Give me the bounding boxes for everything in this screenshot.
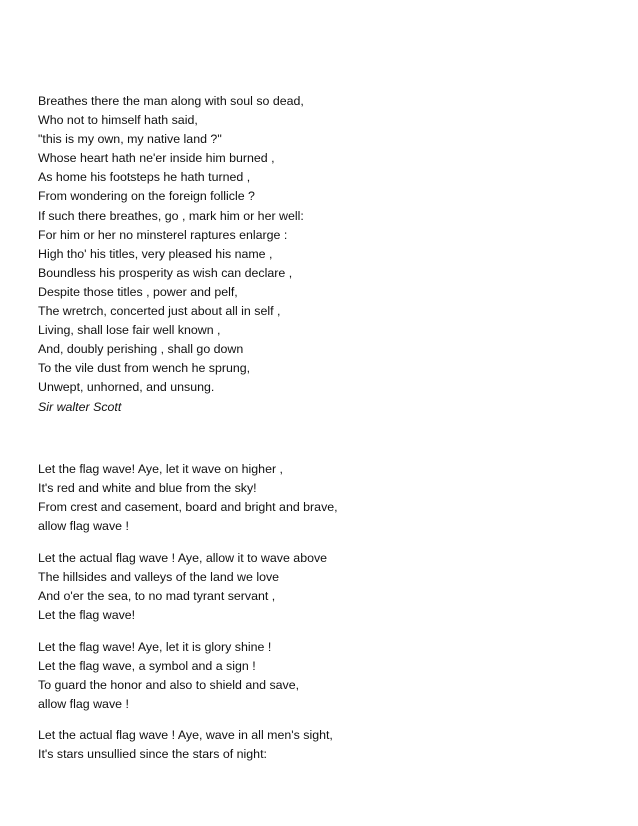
poem-2-line: It's stars unsullied since the stars of night: [38,747,267,762]
poem-2-line: And o'er the sea, to no mad tyrant servant , [38,588,276,603]
poem-1-line: From wondering on the foreign follicle ? [38,189,255,204]
poem-2-stanza-2 [38,549,598,625]
poem-2 [38,460,598,777]
poem-2-stanza-4 [38,726,598,764]
poem-2-stanza-1 [38,460,598,536]
poem-1-line: The wretrch, concerted just about all in self , [38,304,281,319]
poem-2-stanza-3 [38,638,598,714]
poem-2-line: allow flag wave ! [38,519,129,534]
poem-1-line: "this is my own, my native land ?" [38,132,222,147]
poem-2-line: Let the actual flag wave ! Aye, wave in all men's sight, [38,728,333,743]
poem-2-line: Let the flag wave! [38,608,136,623]
poem-2-line: Let the actual flag wave ! Aye, allow it to wave above [38,550,328,565]
poem-1-line: High tho' his titles, very pleased his name , [38,246,273,261]
poem-1-line: Whose heart hath ne'er inside him burned , [38,151,275,166]
poem-1-author: Sir walter Scott [38,399,122,414]
poem-1-line: Boundless his prosperity as wish can declare , [38,265,293,280]
poem-1-line: Unwept, unhorned, and unsung. [38,380,215,395]
poem-1-line: And, doubly perishing , shall go down [38,342,244,357]
poem-1-line: Despite those titles , power and pelf, [38,284,238,299]
poem-1-line: Living, shall lose fair well known , [38,323,221,338]
poem-2-line: From crest and casement, board and bright and brave, [38,500,338,515]
poem-2-line: It's red and white and blue from the sky! [38,481,257,496]
poem-2-line: Let the flag wave! Aye, let it is glory shine ! [38,639,272,654]
poem-1-line: To the vile dust from wench he sprung, [38,361,251,376]
poem-1 [38,92,598,417]
poem-1-line: For him or her no minsterel raptures enlarge : [38,227,288,242]
poem-2-line: Let the flag wave! Aye, let it wave on higher , [38,462,283,476]
poem-1-line: Breathes there the man along with soul so dead, [38,94,304,108]
poem-1-line: As home his footsteps he hath turned , [38,170,251,185]
poem-2-line: Let the flag wave, a symbol and a sign ! [38,658,256,673]
poem-2-line: To guard the honor and also to shield and save, [38,677,300,692]
poem-1-line: If such there breathes, go , mark him or her well: [38,208,304,223]
poem-2-line: The hillsides and valleys of the land we love [38,569,280,584]
poem-1-line: Who not to himself hath said, [38,113,198,128]
poem-2-line: allow flag wave ! [38,696,129,711]
